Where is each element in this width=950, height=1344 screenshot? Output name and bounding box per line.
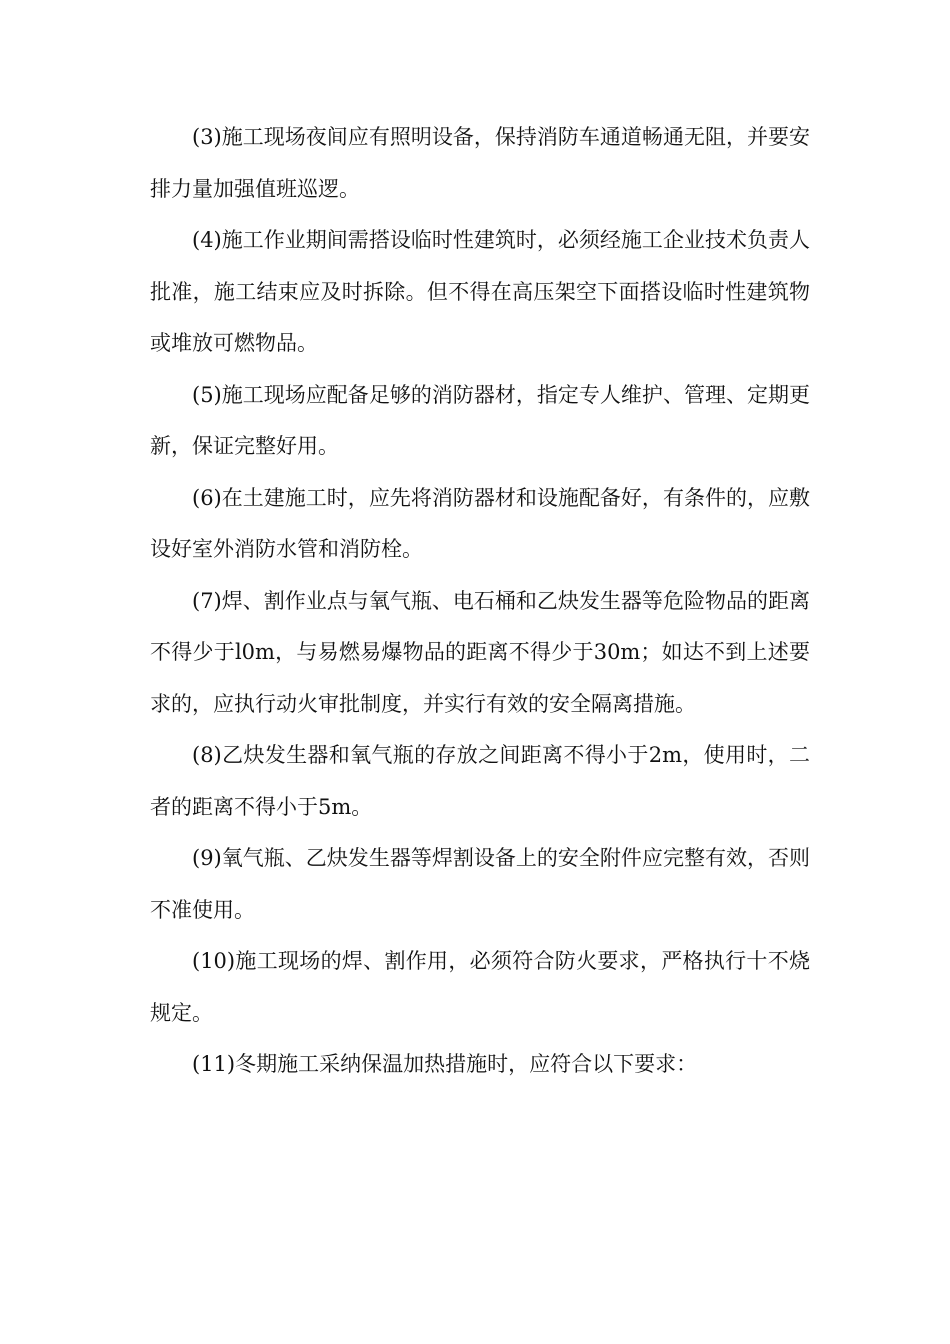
paragraph-item-10: (10)施工现场的焊、割作用，必须符合防火要求，严格执行十不烧规定。: [150, 949, 810, 1025]
paragraph-item-8: (8)乙炔发生器和氧气瓶的存放之间距离不得小于2m，使用时，二者的距离不得小于5m。: [150, 743, 810, 819]
paragraph-item-5: (5)施工现场应配备足够的消防器材，指定专人维护、管理、定期更新，保证完整好用。: [150, 382, 810, 458]
paragraph-item-6: (6)在土建施工时，应先将消防器材和设施配备好，有条件的，应敷设好室外消防水管和消防栓。: [150, 485, 810, 561]
paragraph-item-4: (4)施工作业期间需搭设临时性建筑时，必须经施工企业技术负责人批准，施工结束应及时拆除。但不得在高压架空下面搭设临时性建筑物或堆放可燃物品。: [150, 228, 810, 355]
document-body: [150, 112, 810, 1091]
paragraph-item-7: (7)焊、割作业点与氧气瓶、电石桶和乙炔发生器等危险物品的距离不得少于l0m，与易燃易爆物品的距离不得少于30m；如达不到上述要求的，应执行动火审批制度，并实行有效的安全隔离措施。: [150, 588, 810, 716]
paragraph-item-9: (9)氧气瓶、乙炔发生器等焊割设备上的安全附件应完整有效，否则不准使用。: [150, 846, 810, 922]
paragraph-item-11: (11)冬期施工采纳保温加热措施时，应符合以下要求：: [192, 1052, 698, 1076]
paragraph-item-3: (3)施工现场夜间应有照明设备，保持消防车通道畅通无阻，并要安排力量加强值班巡逻。: [150, 125, 810, 201]
